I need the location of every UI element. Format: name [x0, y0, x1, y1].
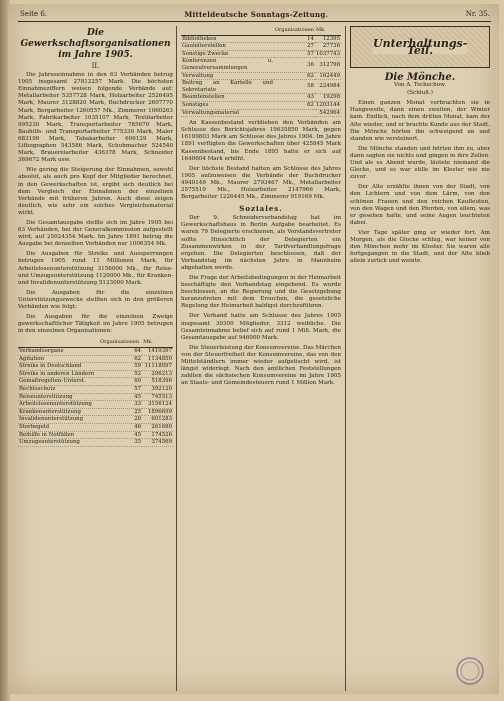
table-cell-amount: 296213 [142, 370, 173, 378]
story-paragraph: Einen ganzen Monat verbrachten sie in Hangeweile, dann einen zweiten, der Winter kam. Endlich, nach dem dritten Monat, kam der Alte wieder, und er brachte Kunde aus der Stadt. Die Mönche hörten ihn schweigend an und standen wie versteinert. [350, 100, 490, 142]
table-cell-amount: 518396 [142, 378, 173, 386]
table-cell-label: Sonstige Zwecke [181, 50, 274, 58]
table-row [18, 401, 173, 409]
table-cell-amount: 542964 [315, 109, 341, 117]
table-cell-label: Verbandsorgane [18, 347, 99, 355]
table-cell-count: 64 [99, 347, 142, 355]
table-row [18, 393, 173, 401]
table-row [18, 370, 173, 378]
table-cell-count: 62 [274, 72, 315, 80]
issue-number: Nr. 35. [465, 10, 490, 18]
table-cell-count: 14 [274, 35, 315, 43]
table-header: Organisationen [99, 338, 142, 347]
table-row [18, 423, 173, 431]
table-cell-label: Gauleiterstellen [181, 43, 274, 51]
table-cell-amount: 1134850 [142, 355, 173, 363]
table-cell-label: Rechtsschutz [18, 385, 99, 393]
table-cell-amount: 1896699 [142, 408, 173, 416]
table-cell-amount: 11118097 [142, 363, 173, 371]
table-cell-amount: 601283 [142, 416, 173, 424]
table-cell-amount: 19298 [315, 94, 341, 102]
table-header [18, 338, 99, 347]
table-cell-count: 59 [99, 363, 142, 371]
table-row [181, 94, 341, 102]
table-cell-count: 36 [274, 58, 315, 72]
table-cell-amount: 1037743 [315, 50, 340, 57]
table-header: Mk. [142, 338, 173, 347]
table-cell-amount: 312798 [315, 58, 341, 72]
page-number: Seite 6. [20, 10, 48, 18]
table-cell-amount: 1419397 [142, 347, 173, 355]
article-paragraph: Die Steuerleistung der Konsumvereine. Das Märchen von der Steuerfreiheit der Konsumvereine, das von den Mittelständlern immer wieder aufgetischt wird, ist längst widerlegt. Nach den amtlichen Feststellungen zahlten die sächsischen Konsumvereine im Jahre 1905 an Staats- und Gemeindesteuern rund 1 Million Mark. [181, 344, 341, 387]
column-divider-1 [176, 26, 177, 691]
table-cell-count: 60 [99, 378, 142, 386]
table-cell-amount: 3156124 [142, 401, 173, 409]
table-row [18, 347, 173, 355]
article-paragraph: Der Verband hatte am Schlusse des Jahres 1905 insgesamt 30300 Mitglieder, 3312 weibliche. Die Gesamteinnahme belief sich auf rund 1 Mill. Mark, die Gesamtausgabe auf 946000 Mark. [181, 313, 341, 341]
article-paragraph: Die Ausgaben für Streiks und Aussperrungen betrugen 1905 rund 11 Millionen Mark, für Arbeitslosenunterstützung 3156000 Mk., für Reise- und Umzugsunterstützung 1120000 Mk., für Kranken- und Invalidenunterstützung 5123000 Mark. [18, 251, 173, 286]
table-cell-label: Sterbegeld [18, 423, 99, 431]
article-part: II. [91, 62, 100, 70]
table-cell-count: 62 [99, 355, 142, 363]
story-author: Von A. Tschechow. [393, 82, 447, 89]
table-cell-count: 57 [99, 385, 142, 393]
table-cell-label: Gemaßregelten-Unterst. [18, 378, 99, 386]
table-row [18, 385, 173, 393]
section-heading: Soziales. [239, 204, 283, 214]
table-cell-amount: 27736 [315, 43, 341, 51]
table-cell-label: Verwaltungsmaterial [181, 109, 274, 117]
table-row [181, 35, 341, 43]
table-row [181, 72, 341, 80]
table-header: Mk. [315, 26, 341, 35]
table-cell-amount: 1203144 [315, 101, 340, 108]
article-paragraph: Die Jahreseinnahme in den 63 Verbänden betrug 1905 insgesamt 27812257 Mark. Die höchsten Einnahmeziffern weisen folgende Verbände auf: Metallarbeiter 5357728 Mark, Holzarbeiter 2526495 Mark, Maurer 3128820 Mark, Buchdrucker 2607770 Mark, Bergarbeiter 1260557 Mk., Zimmerer 1060263 Mark, Fabrikarbeiter 1035107 Mark, Textilarbeiter 995230 Mark, Transportarbeiter 785670 Mark, Bauhilfs- und Transportarbeiter 775330 Mark, Maler 683199 Mark, Tabakarbeiter 606129 Mark, Lithographen 543586 Mark, Schuhmacher 524540 Mark, Brauereiarbeiter 436378 Mark, Schneider 369672 Mark usw. [18, 72, 173, 164]
table-row [18, 355, 173, 363]
table-cell-count: 35 [99, 439, 142, 447]
table-row [18, 431, 173, 439]
table-row [18, 439, 173, 447]
article-paragraph: Der höchste Bestand hatten am Schlusse des Jahres 1905 aufzuweisen die Verbände der Buchdrucker 4940149 Mk., Maurer 2793467 Mk., Metallarbeiter 2575510 Mk., Holzarbeiter 2147966 Mark, Bergarbeiter 1226445 Mk., Zimmerer 919169 Mk. [181, 165, 341, 201]
table-cell-count: 43 [274, 94, 315, 102]
table-cell-label: Krankenunterstützung [18, 408, 99, 416]
table-cell-label: Invalidenunterstützung [18, 416, 99, 424]
table-row [181, 58, 341, 72]
table-cell-count: 57 [274, 50, 315, 58]
column-middle [181, 26, 341, 390]
table-row [181, 109, 341, 117]
table-row [181, 50, 341, 58]
table-cell-amount: 12395 [315, 35, 341, 43]
article-paragraph: Die Gesamtausgabe stellte sich im Jahre 1905 bei 63 Verbänden, bei der Generalkommission aufgestellt wird, auf 25024354 Mark. Im Jahre 1891 betrug die Ausgabe bei denselben Verbänden nur 1006354 Mk. [18, 219, 173, 248]
table-header: Organisationen [274, 26, 315, 35]
story-continuation-note: (Schluß.) [407, 90, 433, 97]
entertainment-banner [350, 26, 490, 68]
table-cell-amount: 261680 [142, 423, 173, 431]
table-cell-count: 45 [99, 393, 142, 401]
article-title: Die Gewerkschaftsorganisationen im Jahre 1905. [20, 28, 171, 60]
expenses-table [18, 338, 173, 446]
table-cell-label: Beitrag an Kartelle und Sekretariate [182, 80, 273, 93]
table-cell-label: Beamtenstellen [181, 94, 274, 102]
column-right [350, 26, 490, 268]
header-rule [18, 21, 491, 22]
table-cell-amount: 162449 [315, 72, 341, 80]
table-cell-count: 45 [99, 431, 142, 439]
table-cell-label: Sonstiges [181, 101, 274, 109]
table-cell-label: Umzugsunterstützung [18, 439, 99, 447]
table-cell-amount: 174526 [142, 431, 173, 439]
table-cell-count: 33 [99, 401, 142, 409]
table-cell-count: 46 [99, 423, 142, 431]
table-cell-label: Streiks in anderen Ländern [18, 370, 99, 378]
article-paragraph: Wie gering die Steigerung der Einnahmen, sowohl absolut, als auch pro Kopf der Mitglieder berechnet, in den Gewerkschaften ist, ergibt sich deutlich bei dem Vergleich der Einnahmen der einzelnen Verbände mit früheren Jahren. Auch diese zeigen deutlich, wie sehr ein solches Vergleichsmaterial wirkt. [18, 167, 173, 216]
expenses-table-continued [181, 26, 341, 117]
table-cell-label: Verwaltung [181, 72, 274, 80]
table-row [18, 363, 173, 371]
article-paragraph: An Kassenbestand verblieben den Verbänden am Schlusse des Berichtsjahres 19635850 Mark, gegen 16199803 Mark am Schlusse des Jahres 1904. Im Jahre 1891 verfügten die Gewerkschaften über 425845 Mark Kassenbestand, bis Ende 1895 hatte er sich auf 1640604 Mark erhöht. [181, 120, 341, 162]
table-cell-amount: 374569 [142, 439, 173, 447]
table-row [181, 101, 341, 109]
table-row [18, 408, 173, 416]
column-left [18, 26, 173, 447]
table-cell-count: 58 [274, 80, 315, 94]
table-cell-label: Reiseunterstützung [18, 393, 99, 401]
table-cell-label: Bibliotheken [181, 35, 274, 43]
table-caption: Die Ausgaben für die einzelnen Zweige gewerkschaftlicher Tätigkeit im Jahre 1905 betrugen in den einzelnen Organisationen: [18, 314, 173, 335]
table-row [18, 416, 173, 424]
table-cell-label: Beihilfe in Notfällen [18, 431, 99, 439]
library-stamp-icon [455, 656, 485, 686]
story-paragraph: Der Alte erzählte ihnen von der Stadt, von den Lichtern und von dem Lärm, von den schönen Frauen und den reichen Kaufleuten, von den Wagen und den Pferden, von allem, was er gesehen hatte, und seine Augen leuchteten dabei. [350, 184, 490, 226]
table-cell-count [274, 109, 315, 117]
newspaper-title: Mitteldeutsche Sonntags-Zeitung. [184, 9, 329, 19]
table-cell-amount: 224984 [315, 80, 341, 94]
article-paragraph: Der 9. Schneiderverbandstag hat im Gewerkschaftshaus in Berlin Aufgabe bearbeitet. Es waren 79 Delegierte erschienen, als Vorstandsvertreter sollte Hinsichtlich der Delegierten ein Zusammenwirken in der Tarifverhandlungsfrage ergehen. Die Delegierten beschlossen, daß der Verbandstag im nächsten Jahre in Mannheim abgehalten werde. [181, 215, 341, 271]
table-cell-count: 62 [274, 101, 315, 109]
table-cell-label: Streiks in Deutschland [18, 363, 99, 371]
table-cell-count: 25 [99, 408, 142, 416]
story-paragraph: Vier Tage später ging er wieder fort. Am Morgen, als die Glocke schlug, war keiner von den Mönchen mehr im Kloster. Sie waren alle fortgegangen in die Stadt, und der Alte blieb allein zurück und weinte. [350, 229, 490, 265]
story-paragraph: Die Mönche standen und hörten ihm zu, aber dann sagten sie nichts und gingen in ihre Zellen. Und als es Abend wurde, läutete niemand die Glocke, und es war stille im Kloster wie nie zuvor. [350, 145, 490, 181]
table-row [181, 43, 341, 51]
article-paragraph: Die Ausgaben für die einzelnen Unterstützungszwecke stellten sich in den größeren Verbänden wie folgt: [18, 289, 173, 310]
table-cell-label: Konferenzen u. Generalversammlungen [182, 58, 273, 71]
article-paragraph: Die Frage der Arbeitsbedingungen in der Heimarbeit beschäftigte den Verbandstag eingehend. Es wurde beschlossen, an die Regierung und die Gesetzgebung heranzutreten mit dem Ersuchen, die gesetzliche Regelung der Heimarbeit baldigst durchzuführen. [181, 275, 341, 310]
story-title: Die Mönche. [384, 72, 456, 83]
table-cell-amount: 392120 [142, 385, 173, 393]
page-header [20, 8, 490, 20]
table-cell-amount: 745513 [142, 393, 173, 401]
table-row [181, 80, 341, 94]
column-divider-2 [345, 26, 346, 691]
table-cell-count: 27 [274, 43, 315, 51]
table-row [18, 378, 173, 386]
table-header [181, 26, 274, 35]
table-cell-count: 52 [99, 370, 142, 378]
banner-title: Unterhaltungs-Teil. [373, 37, 468, 58]
table-cell-count: 20 [99, 416, 142, 424]
table-cell-label: Agitation [18, 355, 99, 363]
table-cell-label: Arbeitslosenunterstützung [18, 401, 99, 409]
